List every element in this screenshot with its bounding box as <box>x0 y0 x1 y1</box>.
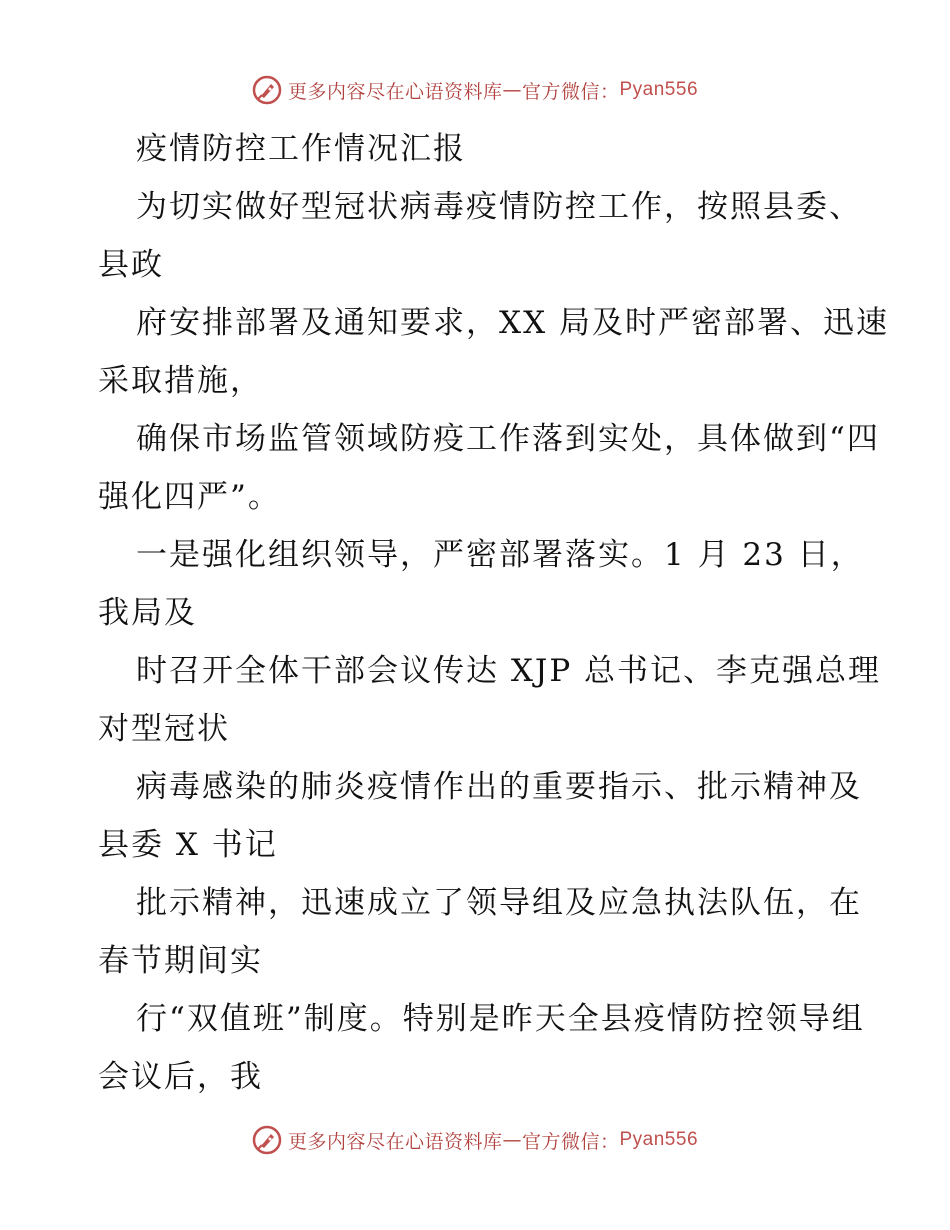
watermark-id: Pyan556 <box>619 79 699 100</box>
watermark-label: 官方微信： <box>521 80 620 103</box>
document-title: 疫情防控工作情况汇报 <box>136 131 466 167</box>
header-watermark <box>0 70 950 110</box>
paragraph-6: 病毒感染的肺炎疫情作出的重要指示、批示精神及县委 X 书记 <box>98 769 862 863</box>
watermark-text: 更多内容尽在心语资料库 <box>287 80 503 103</box>
watermark-text: 更多内容尽在心语资料库 <box>287 1130 503 1153</box>
pen-nib-logo-icon <box>252 1125 282 1155</box>
paragraph-5: 时召开全体干部会议传达 XJP 总书记、李克强总理对型冠状 <box>98 653 882 747</box>
paragraph-1: 为切实做好型冠状病毒疫情防控工作，按照县委、县政 <box>98 189 862 283</box>
paragraph-2: 府安排部署及通知要求，XX 局及时严密部署、迅速采取措施， <box>98 305 889 399</box>
watermark-id: Pyan556 <box>619 1129 699 1150</box>
document-body <box>0 120 950 1106</box>
watermark-label: 官方微信： <box>521 1130 620 1153</box>
watermark-separator: — <box>502 1129 522 1151</box>
watermark-separator: — <box>502 79 522 101</box>
paragraph-7: 批示精神，迅速成立了领导组及应急执法队伍，在春节期间实 <box>98 885 862 979</box>
footer-watermark <box>0 1120 950 1160</box>
paragraph-4: 一是强化组织领导，严密部署落实。1 月 23 日，我局及 <box>98 537 864 631</box>
paragraph-8: 行“双值班”制度。特别是昨天全县疫情防控领导组会议后，我 <box>98 1001 865 1095</box>
paragraph-3: 确保市场监管领域防疫工作落到实处，具体做到“四强化四严”。 <box>98 421 880 515</box>
pen-nib-logo-icon <box>252 75 282 105</box>
